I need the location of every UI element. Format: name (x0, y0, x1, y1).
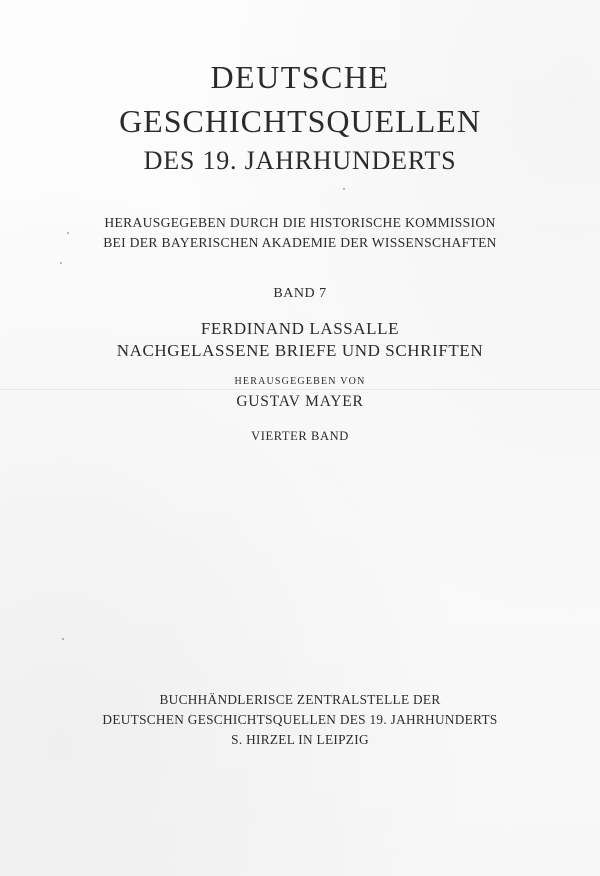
imprint-line-1: BUCHHÄNDLERISCE ZENTRALSTELLE DER (159, 692, 441, 707)
publisher-statement (0, 213, 600, 253)
series-title-line-1 (0, 58, 600, 96)
series-title-text-2: GESCHICHTSQUELLEN (119, 103, 481, 139)
band-number (0, 284, 600, 304)
series-title-text-1: DEUTSCHE (210, 59, 390, 95)
work-title (0, 318, 600, 362)
imprint-line-2: DEUTSCHEN GESCHICHTSQUELLEN DES 19. JAHRHUNDERTS (102, 712, 498, 727)
publisher-line-2: BEI DER BAYERISCHEN AKADEMIE DER WISSENSCHAFTEN (103, 235, 497, 250)
paper-speck (62, 638, 64, 640)
editor-name-text: GUSTAV MAYER (236, 393, 364, 410)
series-title-line-2 (0, 102, 600, 140)
paper-speck (67, 232, 69, 234)
editor-label (0, 375, 600, 389)
publisher-line-1: HERAUSGEGEBEN DURCH DIE HISTORISCHE KOMMISSION (104, 215, 496, 230)
imprint-line-3: S. HIRZEL IN LEIPZIG (231, 732, 369, 747)
paper-speck (343, 188, 345, 190)
editor-label-text: HERAUSGEGEBEN VON (234, 376, 366, 387)
imprint (0, 690, 600, 750)
volume-label-text: VIERTER BAND (251, 429, 349, 443)
work-title-line-2: NACHGELASSENE BRIEFE UND SCHRIFTEN (116, 341, 484, 360)
band-label: BAND 7 (273, 286, 327, 301)
editor-name (0, 392, 600, 412)
volume-label (0, 427, 600, 445)
paper-fold-line (0, 389, 600, 390)
series-title-line-3 (0, 145, 600, 177)
paper-speck (60, 262, 62, 264)
series-title-text-3: DES 19. JAHRHUNDERTS (143, 146, 457, 175)
work-title-line-1: FERDINAND LASSALLE (200, 319, 400, 338)
